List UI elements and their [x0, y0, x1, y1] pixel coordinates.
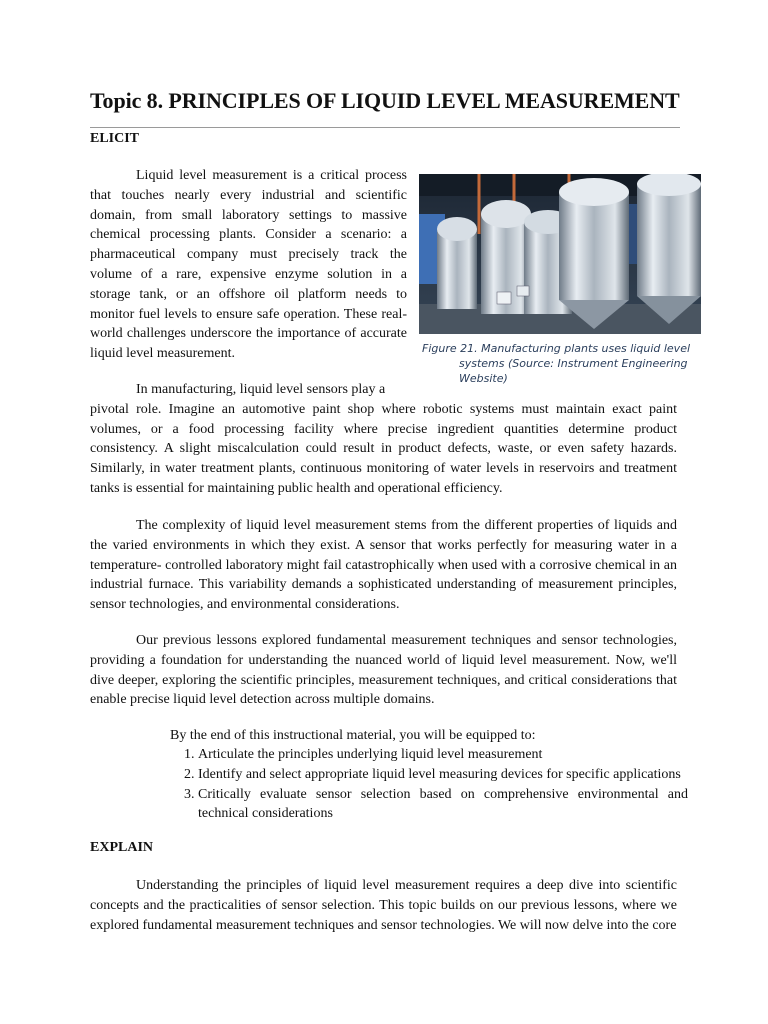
paragraph-explain-intro: Understanding the principles of liquid level measurement requires a deep dive into scientific concepts and the practicalities of sensor selection. This topic builds on our previous lessons, where we explored fundamental measurement techniques and sensor technologies. We will now delve into the core: [90, 878, 677, 933]
figure-caption: Figure 21. Manufacturing plants uses liquid level systems (Source: Instrument Engineering Website): [422, 342, 691, 385]
paragraph-elicit-intro: Liquid level measurement is a critical process that touches nearly every industrial and scientific domain, from small laboratory settings to massive chemical processing plants. Consider a scenario: a pharmaceutical company must precisely track the volume of a rare, expensive enzyme solution in a storage tank, or an offshore oil platform needs to monitor fuel levels to ensure safe operation. These real-world challenges underscore the importance of accurate liquid level measurement.: [90, 168, 407, 362]
page-title: Topic 8. PRINCIPLES OF LIQUID LEVEL MEASUREMENT: [90, 88, 680, 113]
objective-item: 1. Articulate the principles underlying liquid level measurement: [198, 745, 688, 765]
figure-21: [419, 174, 701, 386]
objective-item: 3. Critically evaluate sensor selection based on comprehensive environmental and technical considerations: [198, 785, 688, 825]
paragraph-manufacturing: [90, 380, 677, 499]
objectives-intro: By the end of this instructional material, you will be equipped to:: [170, 728, 536, 743]
section-heading-explain: EXPLAIN: [90, 840, 154, 855]
objective-item: 2. Identify and select appropriate liquid level measuring devices for specific applications: [198, 765, 688, 785]
paragraph-previous-lessons: Our previous lessons explored fundamental measurement techniques and sensor technologies, providing a foundation for understanding the nuanced world of liquid level measurement. Now, we'll dive deeper, exploring the scientific principles, measurement techniques, and critical considerations that enable precise liquid level detection across multiple domains.: [90, 633, 677, 708]
objectives-list: [173, 745, 688, 824]
paragraph-complexity: The complexity of liquid level measurement stems from the different properties of liquids and the varied environments in which they exist. A sensor that works perfectly for measuring water in a temperature- controlled laboratory might fail catastrophically when used with a corrosive chemical in an industrial furnace. This variability demands a sophisticated understanding of measurement principles, sensor technologies, and environmental considerations.: [90, 518, 677, 613]
section-heading-elicit: ELICIT: [90, 131, 140, 146]
title-divider: [90, 127, 680, 128]
paragraph-manufacturing-lead: In manufacturing, liquid level sensors play a: [136, 382, 386, 397]
paragraph-manufacturing-body: pivotal role. Imagine an automotive paint shop where robotic systems must maintain exact paint volumes, or a food processing facility where precise ingredient quantities determine product consistency. A slight miscalculation could result in product defects, waste, or even safety hazards. Similarly, in water treatment plants, continuous monitoring of water levels in reservoirs and treatment tanks is essential for maintaining public health and operational efficiency.: [90, 401, 677, 496]
manufacturing-tanks-photo: [419, 174, 701, 334]
